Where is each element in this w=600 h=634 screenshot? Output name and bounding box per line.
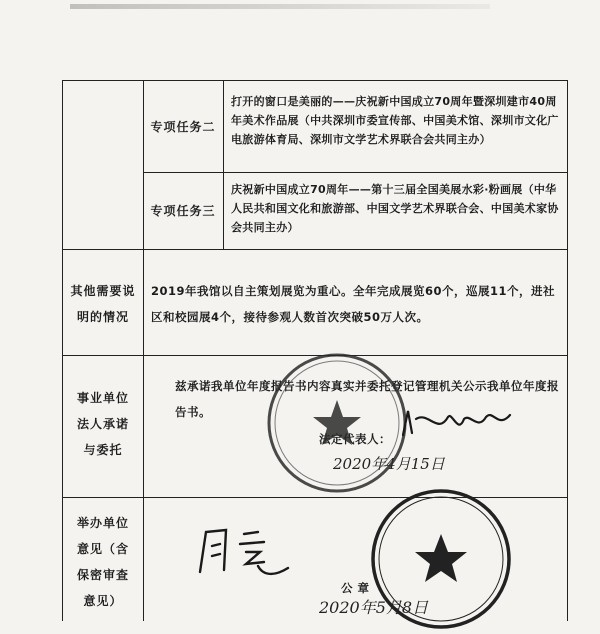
commit-label-line-1: 事业单位 <box>76 391 129 405</box>
other-label-line-1: 其他需要说 <box>70 284 136 298</box>
other-text: 2019年我馆以自主策划展览为重心。全年完成展览60个，巡展11个，进社区和校园展4个，接待参观人数首次突破50万人次。 <box>151 284 556 324</box>
col-divider-2 <box>223 80 224 249</box>
sponsor-seal-label: 公 章 <box>341 581 370 595</box>
task-2-text: 打开的窗口是美丽的——庆祝新中国成立70周年暨深圳建市40周年美术作品展（中共深圳市委宣传部、中国美术馆、深圳市文化广电旅游体育局、深圳市文学艺术界联合会共同主办） <box>231 95 559 146</box>
sponsor-signature <box>192 522 302 582</box>
legal-rep-label: 法定代表人： <box>319 432 391 446</box>
other-label <box>63 278 143 330</box>
sponsor-label-line-4: 意见） <box>83 594 123 608</box>
task-3-label: 专项任务三 <box>150 204 216 218</box>
sponsor-date: 2020年5月8日 <box>319 598 429 617</box>
sponsor-label-line-3: 保密审查 <box>76 568 129 582</box>
commit-text: 兹承诺我单位年度报告书内容真实并委托登记管理机关公示我单位年度报告书。 <box>175 379 559 419</box>
commit-label-line-2: 法人承诺 <box>76 417 129 431</box>
rule-task-split <box>143 172 567 173</box>
sponsor-label-line-1: 举办单位 <box>76 516 129 530</box>
other-label-line-2: 明的情况 <box>76 310 129 324</box>
sponsor-label <box>63 510 143 614</box>
commit-label <box>63 385 143 463</box>
rule-top <box>63 80 567 81</box>
sponsor-label-line-2: 意见（含 <box>76 542 129 556</box>
legal-rep-signature <box>398 405 518 445</box>
museum-seal-stamp <box>262 348 412 498</box>
task-2-label: 专项任务二 <box>150 120 216 134</box>
commit-sign-date: 2020年4月15日 <box>333 455 445 473</box>
col-divider-1 <box>143 80 144 621</box>
bureau-seal-stamp <box>366 484 516 634</box>
top-edge-shadow <box>70 4 490 9</box>
commit-label-line-3: 与委托 <box>83 443 123 457</box>
task-3-text: 庆祝新中国成立70周年——第十三届全国美展水彩·粉画展（中华人民共和国文化和旅游部、中国文学艺术界联合会、中国美术家协会共同主办） <box>231 183 559 234</box>
rule-after-tasks <box>63 249 567 250</box>
